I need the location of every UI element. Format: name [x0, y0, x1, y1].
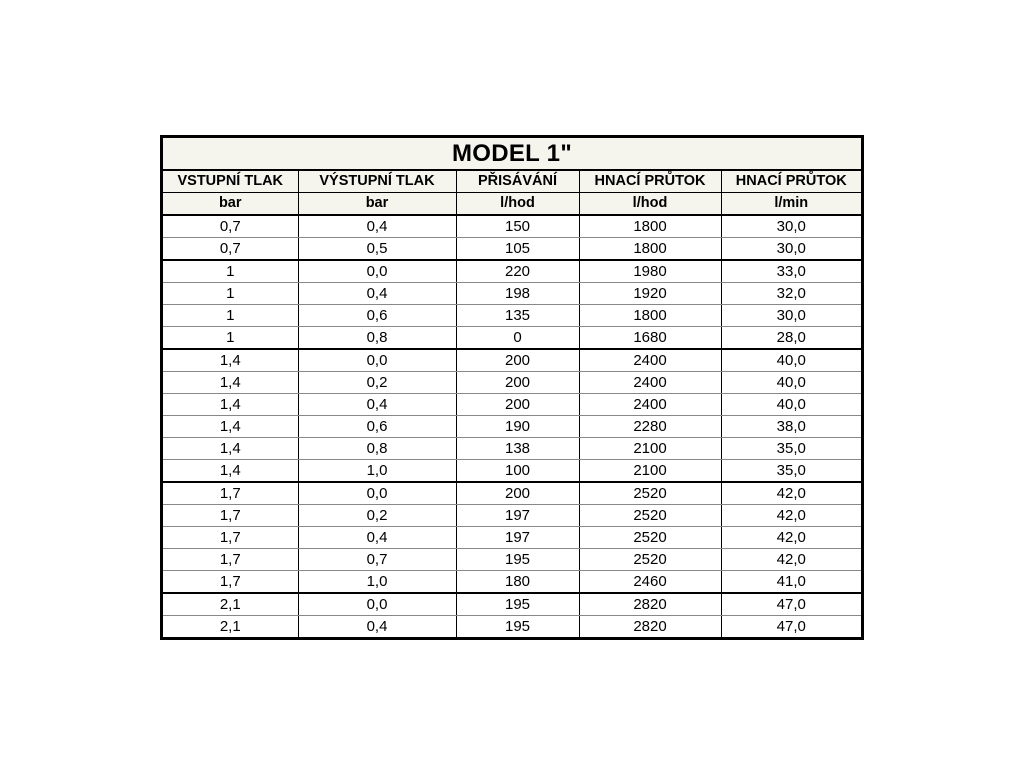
table-cell: 0,0: [298, 593, 456, 616]
table-cell: 2400: [579, 394, 721, 416]
table-cell: 1,7: [163, 482, 298, 505]
table-cell: 0,2: [298, 505, 456, 527]
table-cell: 0,7: [163, 215, 298, 238]
table-cell: 1: [163, 260, 298, 283]
table-cell: 0,6: [298, 305, 456, 327]
table-cell: 0,5: [298, 238, 456, 261]
table-cell: 41,0: [721, 571, 861, 594]
table-cell: 2820: [579, 593, 721, 616]
table-cell: 1800: [579, 305, 721, 327]
table-row: [163, 283, 861, 305]
table-cell: 1980: [579, 260, 721, 283]
table-cell: 1: [163, 283, 298, 305]
table-cell: 32,0: [721, 283, 861, 305]
table-cell: 1,4: [163, 438, 298, 460]
table-cell: 1,7: [163, 549, 298, 571]
table-cell: 1800: [579, 215, 721, 238]
table-cell: 47,0: [721, 593, 861, 616]
table-row: [163, 616, 861, 638]
table-cell: 1680: [579, 327, 721, 350]
table-cell: 2400: [579, 372, 721, 394]
table-cell: 135: [456, 305, 579, 327]
unit-header: l/hod: [456, 193, 579, 216]
table-cell: 0,4: [298, 616, 456, 638]
table-cell: 0,0: [298, 260, 456, 283]
table-cell: 1,4: [163, 394, 298, 416]
table-cell: 2520: [579, 505, 721, 527]
table-cell: 1,4: [163, 349, 298, 372]
table-cell: 0,4: [298, 527, 456, 549]
table-cell: 0: [456, 327, 579, 350]
table-cell: 200: [456, 482, 579, 505]
table-cell: 2520: [579, 549, 721, 571]
model-table-frame: [160, 135, 864, 640]
unit-header: bar: [298, 193, 456, 216]
table-cell: 1920: [579, 283, 721, 305]
table-title: MODEL 1": [163, 138, 861, 171]
table-cell: 2100: [579, 438, 721, 460]
table-cell: 33,0: [721, 260, 861, 283]
table-row: [163, 238, 861, 261]
table-row: [163, 482, 861, 505]
table-cell: 195: [456, 549, 579, 571]
table-row: [163, 527, 861, 549]
table-cell: 35,0: [721, 460, 861, 483]
table-cell: 30,0: [721, 215, 861, 238]
table-cell: 40,0: [721, 394, 861, 416]
table-cell: 30,0: [721, 305, 861, 327]
table-cell: 0,4: [298, 394, 456, 416]
table-cell: 200: [456, 349, 579, 372]
table-cell: 195: [456, 593, 579, 616]
table-cell: 1,7: [163, 505, 298, 527]
units-row: [163, 193, 861, 216]
data-table: [163, 171, 861, 637]
table-row: [163, 593, 861, 616]
column-header: HNACÍ PRŮTOK: [579, 171, 721, 193]
table-cell: 42,0: [721, 505, 861, 527]
table-row: [163, 438, 861, 460]
table-cell: 190: [456, 416, 579, 438]
table-cell: 1,7: [163, 571, 298, 594]
table-cell: 2820: [579, 616, 721, 638]
table-row: [163, 549, 861, 571]
table-cell: 195: [456, 616, 579, 638]
table-cell: 2,1: [219, 618, 241, 635]
table-cell: 150: [456, 215, 579, 238]
column-header: PŘISÁVÁNÍ: [456, 171, 579, 193]
table-cell: 42,0: [721, 527, 861, 549]
table-cell: 138: [456, 438, 579, 460]
table-cell: 42,0: [721, 482, 861, 505]
table-row: [163, 327, 861, 350]
table-cell: 0,8: [298, 438, 456, 460]
table-row: [163, 460, 861, 483]
table-cell: 1,4: [163, 416, 298, 438]
table-cell: 2280: [579, 416, 721, 438]
table-cell: 197: [456, 527, 579, 549]
unit-header: l/min: [721, 193, 861, 216]
table-cell: 38,0: [721, 416, 861, 438]
table-row: [163, 372, 861, 394]
table-cell: 1,4: [163, 460, 298, 483]
unit-header: bar: [163, 193, 298, 216]
table-cell: 2520: [579, 527, 721, 549]
table-cell: 198: [456, 283, 579, 305]
table-cell: 0,4: [298, 283, 456, 305]
table-cell: 0,0: [298, 482, 456, 505]
table-row: [163, 215, 861, 238]
table-cell: 0,7: [163, 238, 298, 261]
table-cell: 47,0: [721, 616, 861, 638]
table-cell: 1,0: [298, 460, 456, 483]
header-row: [163, 171, 861, 193]
table-cell: 2520: [579, 482, 721, 505]
column-header: VÝSTUPNÍ TLAK: [298, 171, 456, 193]
table-cell: 2100: [579, 460, 721, 483]
table-cell: 40,0: [721, 372, 861, 394]
table-row: [163, 416, 861, 438]
table-cell: 0,4: [298, 215, 456, 238]
table-cell: 1800: [579, 238, 721, 261]
table-row: [163, 571, 861, 594]
table-cell: 1: [163, 305, 298, 327]
unit-header: l/hod: [579, 193, 721, 216]
table-cell: 0,8: [298, 327, 456, 350]
table-cell: 220: [456, 260, 579, 283]
table-cell: 28,0: [721, 327, 861, 350]
table-cell: 0,2: [298, 372, 456, 394]
table-cell: 197: [456, 505, 579, 527]
table-cell: 1: [163, 327, 298, 350]
table-cell: 180: [456, 571, 579, 594]
table-cell: 42,0: [721, 549, 861, 571]
table-cell: 2400: [579, 349, 721, 372]
table-cell: 1,0: [298, 571, 456, 594]
table-row: [163, 260, 861, 283]
table-cell: 1,4: [163, 372, 298, 394]
table-cell: 40,0: [721, 349, 861, 372]
table-cell: 0,7: [298, 549, 456, 571]
table-row: [163, 305, 861, 327]
column-header: VSTUPNÍ TLAK: [163, 171, 298, 193]
table-cell: 35,0: [721, 438, 861, 460]
table-cell: 100: [456, 460, 579, 483]
table-body: [163, 215, 861, 637]
table-cell: 200: [456, 372, 579, 394]
table-cell: 105: [456, 238, 579, 261]
table-cell: 200: [456, 394, 579, 416]
table-cell: 2,1: [163, 593, 298, 616]
table-cell: 2460: [579, 571, 721, 594]
column-header: HNACÍ PRŮTOK: [721, 171, 861, 193]
table-cell: 0,6: [298, 416, 456, 438]
table-cell: 30,0: [721, 238, 861, 261]
table-cell: 1,7: [163, 527, 298, 549]
table-row: [163, 394, 861, 416]
table-cell: 0,0: [298, 349, 456, 372]
table-row: [163, 349, 861, 372]
table-row: [163, 505, 861, 527]
